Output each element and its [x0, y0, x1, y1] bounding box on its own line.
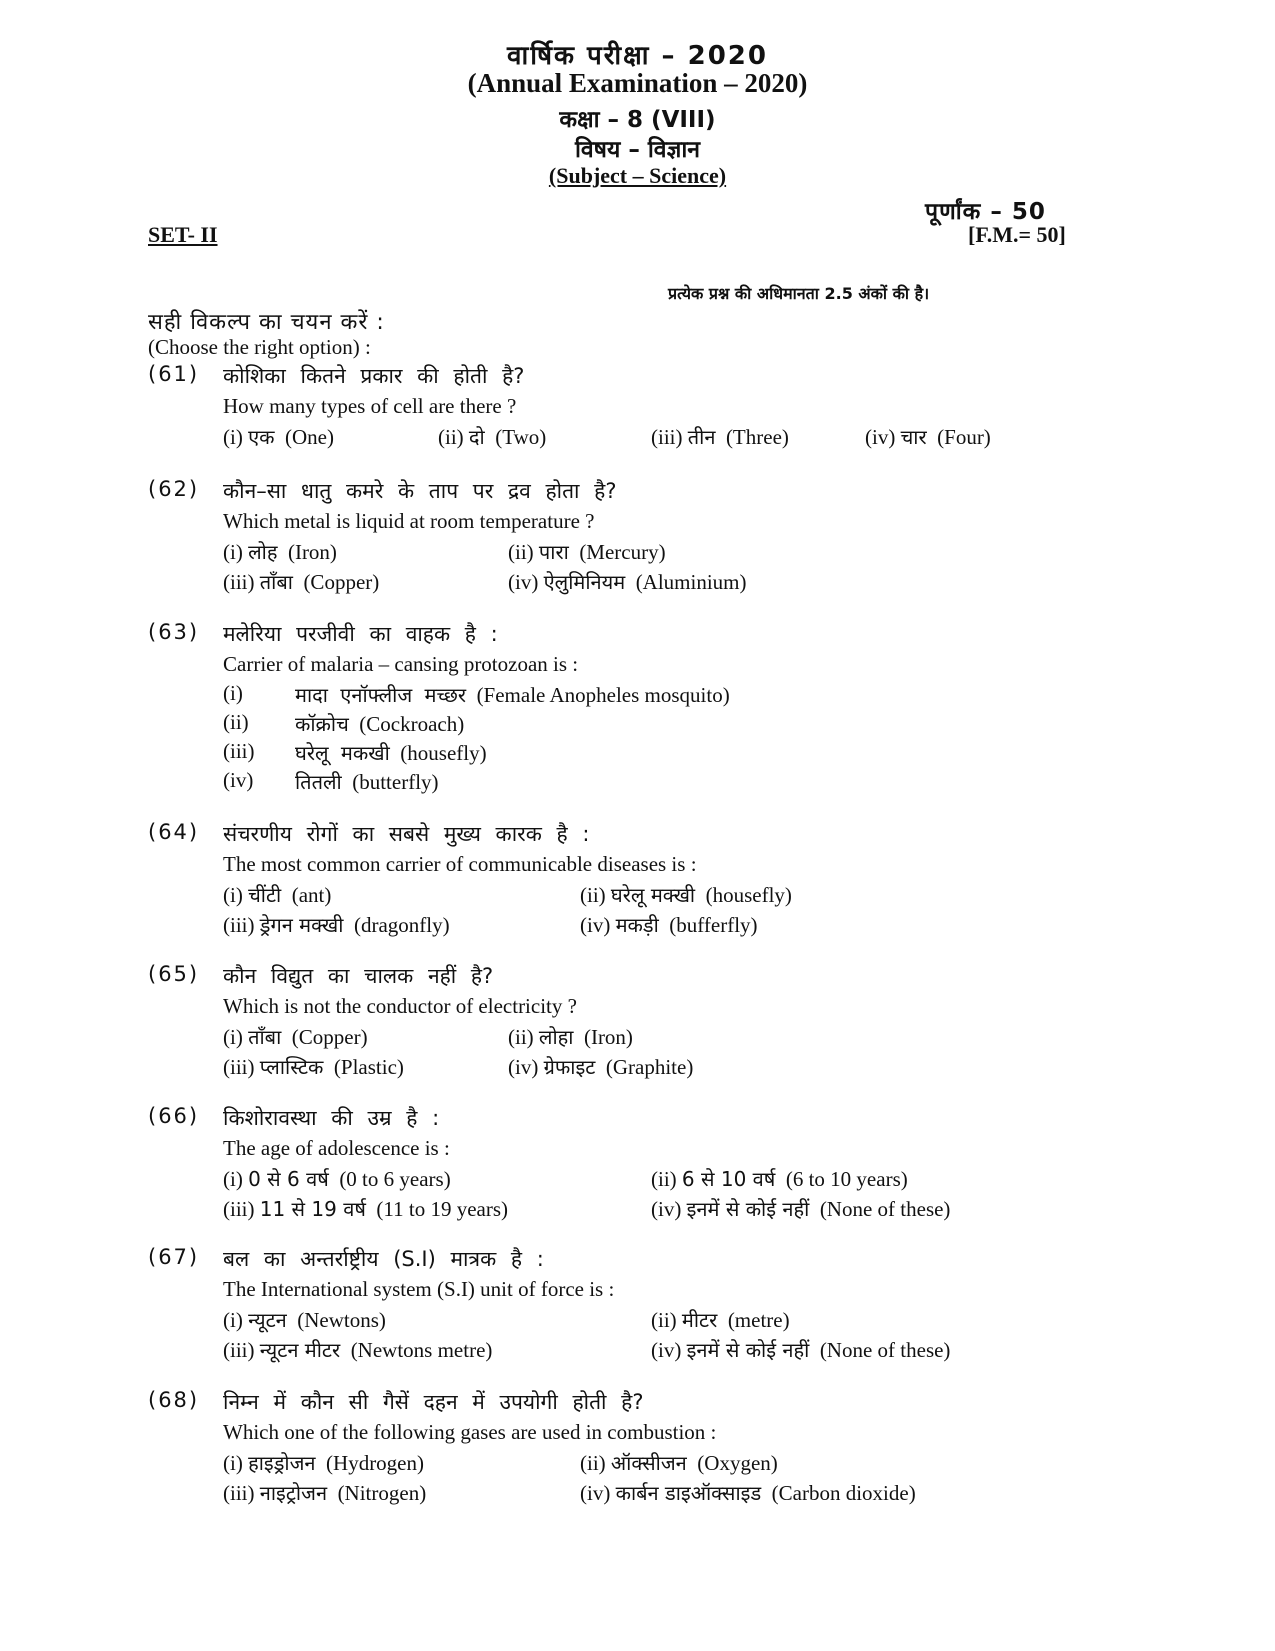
option-ii: (ii) मीटर (metre) [651, 1308, 790, 1332]
instruction-english: (Choose the right option) : [148, 335, 371, 359]
question-text-english: Which is not the conductor of electricity ? [223, 994, 577, 1018]
option-i: (i) मादा एनॉफ्लीज मच्छर (Female Anopheles mosquito) [223, 681, 730, 707]
option-iii: (iii) न्यूटन मीटर (Newtons metre) [223, 1338, 493, 1362]
option-i: (i) एक (One) [223, 425, 334, 449]
option-i: (i) लोह (Iron) [223, 540, 337, 564]
question-text-english: How many types of cell are there ? [223, 394, 517, 418]
question-text-english: Which metal is liquid at room temperature ? [223, 509, 595, 533]
option-ii: (ii) पारा (Mercury) [508, 540, 666, 564]
question-text-hindi: किशोरावस्था की उम्र है : [223, 1106, 440, 1130]
option-ii: (ii) ऑक्सीजन (Oxygen) [580, 1451, 778, 1475]
question-number: (61) [148, 362, 200, 386]
option-iv: (iv) चार (Four) [865, 425, 991, 449]
option-iii: (iii) ताँबा (Copper) [223, 570, 380, 594]
option-iv: (iv) तितली (butterfly) [223, 768, 439, 794]
option-i: (i) ताँबा (Copper) [223, 1025, 368, 1049]
option-iii: (iii) 11 से 19 वर्ष (11 to 19 years) [223, 1197, 509, 1221]
class-line: कक्षा – 8 (VIII) [559, 107, 716, 133]
marks-note: प्रत्येक प्रश्न की अधिमानता 2.5 अंकों की है। [668, 284, 930, 303]
question-text-hindi: कौन विद्युत का चालक नहीं है? [223, 964, 494, 988]
question-number: (67) [148, 1245, 200, 1269]
question-number: (66) [148, 1104, 200, 1128]
question-text-english: The age of adolescence is : [223, 1136, 450, 1160]
question-66 [148, 1104, 1148, 1225]
question-number: (64) [148, 820, 200, 844]
option-iv: (iv) मकड़ी (bufferfly) [580, 913, 758, 937]
option-iii: (iii) ड्रेगन मक्खी (dragonfly) [223, 913, 450, 937]
question-62 [148, 477, 1148, 598]
question-63 [148, 620, 1148, 797]
question-text-hindi: कौन–सा धातु कमरे के ताप पर द्रव होता है? [223, 479, 617, 503]
subject-hindi: विषय – विज्ञान [574, 137, 701, 163]
option-iv: (iv) ग्रेफाइट (Graphite) [508, 1055, 694, 1079]
instruction-hindi: सही विकल्प का चयन करें : [148, 310, 385, 335]
question-text-hindi: बल का अन्तर्राष्ट्रीय (S.I) मात्रक है : [223, 1247, 544, 1271]
option-i: (i) हाइड्रोजन (Hydrogen) [223, 1451, 424, 1475]
question-number: (68) [148, 1388, 200, 1412]
question-text-hindi: निम्न में कौन सी गैसें दहन में उपयोगी होती है? [223, 1390, 644, 1414]
question-text-english: The International system (S.I) unit of force is : [223, 1277, 615, 1301]
option-ii: (ii) लोहा (Iron) [508, 1025, 633, 1049]
option-iii: (iii) प्लास्टिक (Plastic) [223, 1055, 404, 1079]
option-iv: (iv) कार्बन डाइऑक्साइड (Carbon dioxide) [580, 1481, 916, 1505]
option-i: (i) 0 से 6 वर्ष (0 to 6 years) [223, 1167, 451, 1191]
option-ii: (ii) 6 से 10 वर्ष (6 to 10 years) [651, 1167, 908, 1191]
full-marks-hindi: पूर्णांक – 50 [925, 199, 1046, 225]
exam-title-hindi: वार्षिक परीक्षा – 2020 [507, 41, 768, 71]
option-iii: (iii) तीन (Three) [651, 425, 789, 449]
question-number: (62) [148, 477, 200, 501]
option-i: (i) न्यूटन (Newtons) [223, 1308, 386, 1332]
question-text-hindi: संचरणीय रोगों का सबसे मुख्य कारक है : [223, 822, 590, 846]
question-text-english: Carrier of malaria – cansing protozoan is : [223, 652, 579, 676]
question-text-english: Which one of the following gases are used in combustion : [223, 1420, 717, 1444]
option-i: (i) चींटी (ant) [223, 883, 332, 907]
question-65 [148, 962, 1148, 1083]
question-61 [148, 362, 1148, 453]
question-number: (63) [148, 620, 200, 644]
option-iv: (iv) इनमें से कोई नहीं (None of these) [651, 1338, 951, 1362]
exam-title-english: (Annual Examination – 2020) [467, 68, 808, 98]
option-iv: (iv) ऐलुमिनियम (Aluminium) [508, 570, 747, 594]
option-ii: (ii) घरेलू मक्खी (housefly) [580, 883, 792, 907]
question-number: (65) [148, 962, 200, 986]
option-iii: (iii) घरेलू मकखी (housefly) [223, 739, 487, 765]
subject-english: (Subject – Science) [548, 163, 727, 188]
option-iv: (iv) इनमें से कोई नहीं (None of these) [651, 1197, 951, 1221]
question-text-hindi: कोशिका कितने प्रकार की होती है? [223, 364, 525, 388]
question-68 [148, 1388, 1148, 1509]
full-marks-english: [F.M.= 50] [968, 222, 1066, 247]
option-ii: (ii) दो (Two) [438, 425, 547, 449]
option-ii: (ii) कॉक्रोच (Cockroach) [223, 710, 465, 736]
question-text-english: The most common carrier of communicable diseases is : [223, 852, 697, 876]
question-text-hindi: मलेरिया परजीवी का वाहक है : [223, 622, 498, 646]
question-67 [148, 1245, 1148, 1366]
question-64 [148, 820, 1148, 941]
option-iii: (iii) नाइट्रोजन (Nitrogen) [223, 1481, 427, 1505]
set-label: SET- II [148, 222, 218, 247]
